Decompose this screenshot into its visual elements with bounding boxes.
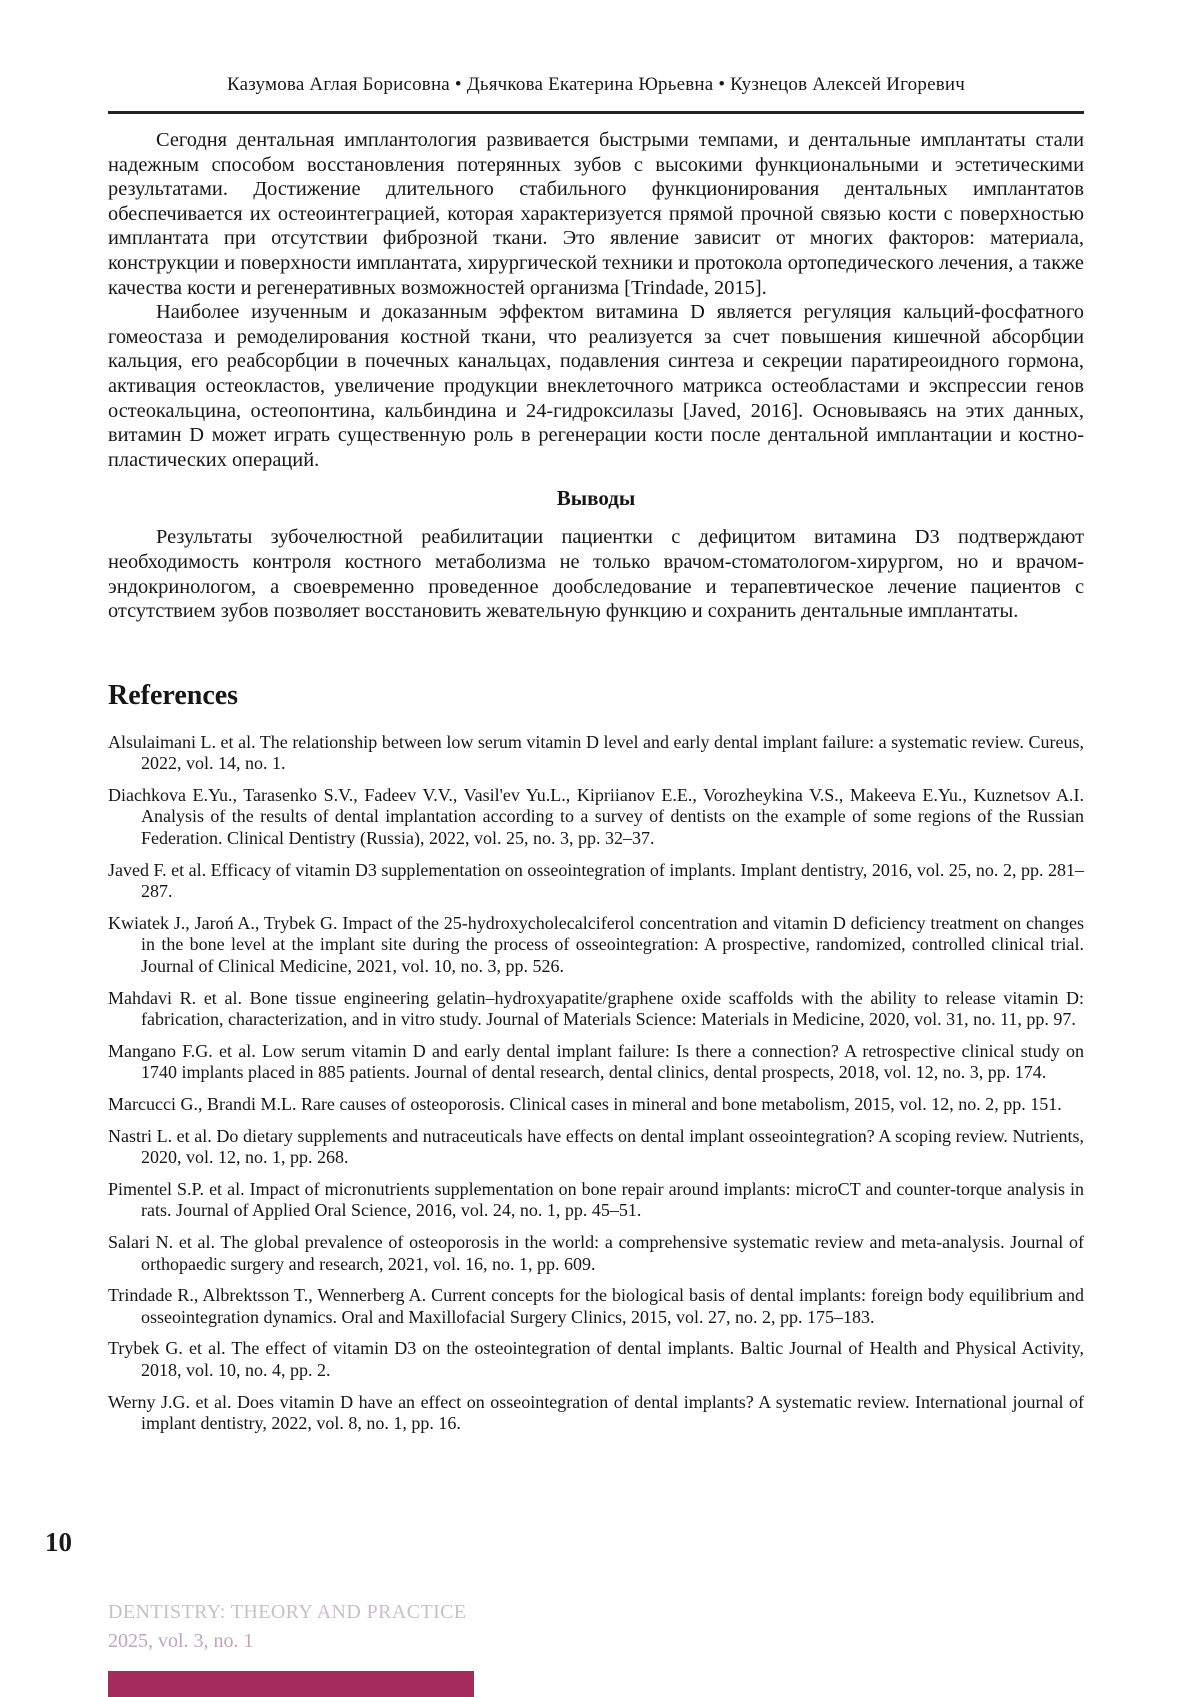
reference-entry: Alsulaimani L. et al. The relationship between low serum vitamin D level and early dental implant failure: a systematic review. Cureus, 2022, vol. 14, no. 1. [108,731,1084,774]
journal-footer [108,1598,467,1656]
page-content [108,0,1084,1445]
references-heading: References [108,679,239,711]
reference-entry: Salari N. et al. The global prevalence of osteoporosis in the world: a comprehensive systematic review and meta-analysis. Journal of orthopaedic surgery and research, 2021, vol. 16, no. 1, pp. 609. [108,1231,1084,1274]
reference-entry: Pimentel S.P. et al. Impact of micronutrients supplementation on bone repair around implants: microCT and counter-torque analysis in rats. Journal of Applied Oral Science, 2016, vol. 24, no. 1, pp. 45–51. [108,1178,1084,1221]
reference-entry: Kwiatek J., Jaroń A., Trybek G. Impact of the 25-hydroxycholecalciferol concentration and vitamin D deficiency treatment on changes in the bone level at the implant site during the process of osseointegration: A prospective, randomized, controlled clinical trial. Journal of Clinical Medicine, 2021, vol. 10, no. 3, pp. 526. [108,912,1084,977]
reference-entry: Trybek G. et al. The effect of vitamin D3 on the osteointegration of dental implants. Baltic Journal of Health and Physical Activity, 2018, vol. 10, no. 4, pp. 2. [108,1338,1084,1380]
footer-accent-bar [108,1671,474,1697]
journal-title: DENTISTRY: THEORY AND PRACTICE [108,1601,467,1623]
reference-entry: Mahdavi R. et al. Bone tissue engineering gelatin–hydroxyapatite/graphene oxide scaffolds with the ability to release vitamin D: fabrication, characterization, and in vitro study. Journal of Materials Science: Materials in Medicine, 2020, vol. 31, no. 11, pp. 97. [108,987,1084,1030]
reference-entry: Nastri L. et al. Do dietary supplements and nutraceuticals have effects on dental implant osseointegration? A scoping review. Nutrients, 2020, vol. 12, no. 1, pp. 268. [108,1125,1084,1168]
reference-entry: Werny J.G. et al. Does vitamin D have an effect on osseointegration of dental implants? A systematic review. International journal of implant dentistry, 2022, vol. 8, no. 1, pp. 16. [108,1391,1084,1434]
reference-entry: Diachkova E.Yu., Tarasenko S.V., Fadeev V.V., Vasil'ev Yu.L., Kipriianov E.E., Vorozheykina V.S., Makeeva E.Yu., Kuznetsov A.I. Analysis of the results of dental implantation according to a survey of dentists on the example of some regions of the Russian Federation. Clinical Dentistry (Russia), 2022, vol. 25, no. 3, pp. 32–37. [108,784,1084,849]
paragraph-vitamin-d-effects: Наиболее изученным и доказанным эффектом витамина D является регуляция кальций-фосфатного гомеостаза и ремоделирования костной ткани, что реализуется за счет повышения кишечной абсорбции кальция, его реабсорбции в почечных канальцах, подавления синтеза и секреции паратиреоидного гормона, активация остеокластов, увеличение продукции внеклеточного матрикса остеобластами и экспрессии генов остеокальцина, остеопонтина, кальбиндина и 24-гидроксилазы [Javed, 2016]. Основываясь на этих данных, витамин D может играть существенную роль в регенерации кости после дентальной имплантации и костно-пластических операций. [108,301,1084,471]
conclusions-heading: Выводы [556,486,636,511]
references-list [108,732,1084,1435]
paragraph-conclusions: Результаты зубочелюстной реабилитации пациентки с дефицитом витамина D3 подтверждают необходимость контроля костного метаболизма не только врачом-стоматологом-хирургом, но и врачом-эндокринологом, а своевременно проведенное дообследование и терапевтическое лечение пациентов с отсутствием зубов позволяет восстановить жевательную функцию и сохранить дентальные имплантаты. [108,526,1084,623]
reference-entry: Trindade R., Albrektsson T., Wennerberg A. Current concepts for the biological basis of dental implants: foreign body equilibrium and osseointegration dynamics. Oral and Maxillofacial Surgery Clinics, 2015, vol. 27, no. 2, pp. 175–183. [108,1285,1084,1327]
reference-entry: Javed F. et al. Efficacy of vitamin D3 supplementation on osseointegration of implants. Implant dentistry, 2016, vol. 25, no. 2, pp. 281–287. [108,859,1084,902]
journal-issue: 2025, vol. 3, no. 1 [108,1630,254,1652]
page-number: 10 [45,1527,72,1557]
header-rule [108,111,1084,114]
reference-entry: Mangano F.G. et al. Low serum vitamin D and early dental implant failure: Is there a connection? A retrospective clinical study on 1740 implants placed in 885 patients. Journal of dental research, dental clinics, dental prospects, 2018, vol. 12, no. 3, pp. 174. [108,1040,1084,1083]
paragraph-introduction: Сегодня дентальная имплантология развивается быстрыми темпами, и дентальные имплантаты стали надежным способом восстановления потерянных зубов с высокими функциональными и эстетическими результатами. Достижение длительного стабильного функционирования дентальных имплантатов обеспечивается их остеоинтеграцией, которая характеризуется прямой прочной связью кости с поверхностью имплантата при отсутствии фиброзной ткани. Это явление зависит от многих факторов: материала, конструкции и поверхности имплантата, хирургической техники и протокола ортопедического лечения, а также качества кости и регенеративных возможностей организма [Trindade, 2015]. [108,129,1084,299]
running-head-authors: Казумова Аглая Борисовна • Дьячкова Екатерина Юрьевна • Кузнецов Алексей Игоревич [226,74,966,95]
reference-entry: Marcucci G., Brandi M.L. Rare causes of osteoporosis. Clinical cases in mineral and bone metabolism, 2015, vol. 12, no. 2, pp. 151. [108,1094,1062,1114]
